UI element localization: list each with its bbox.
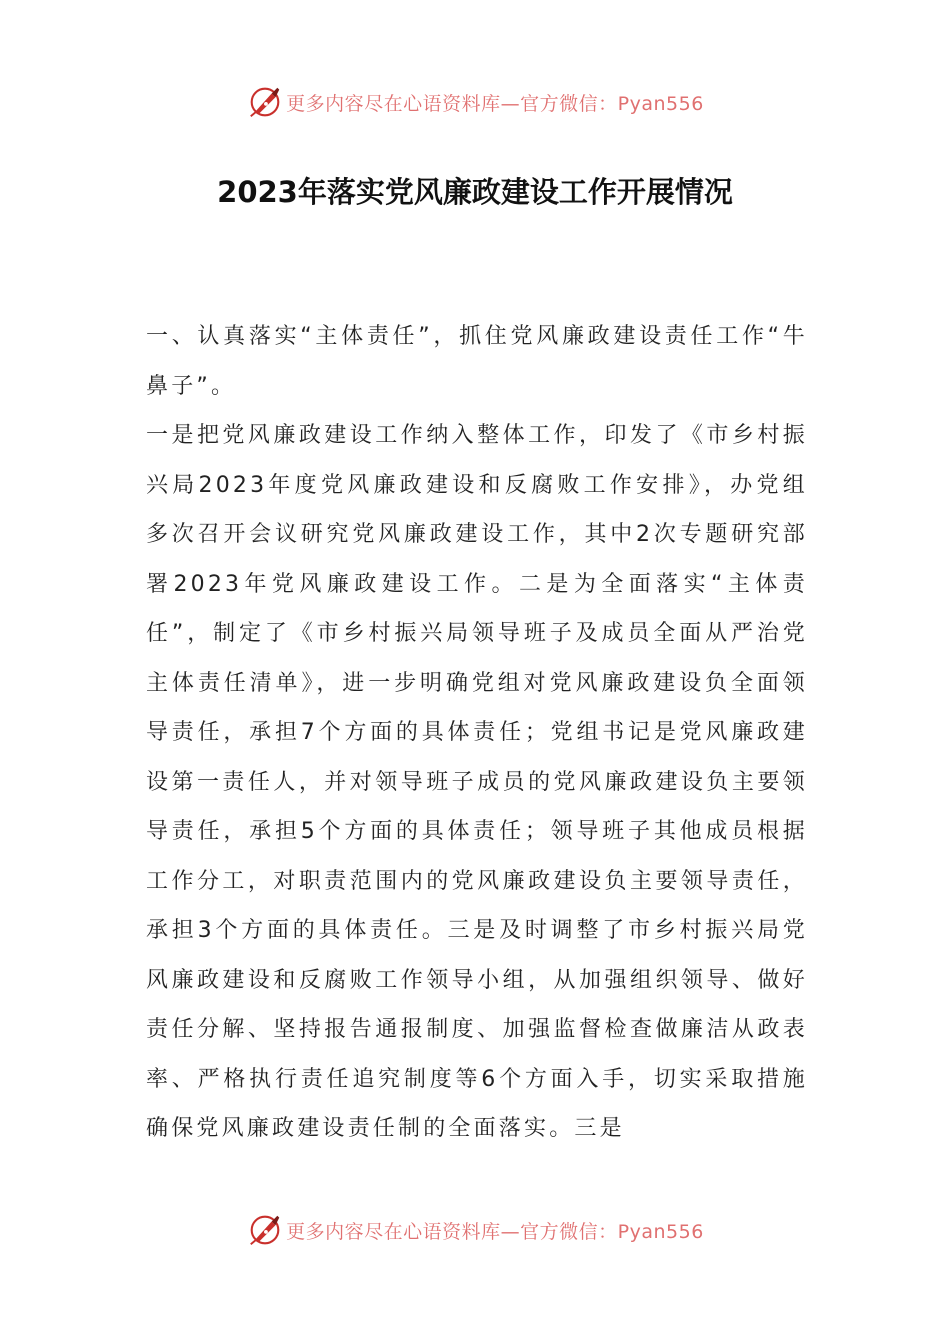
footer-watermark xyxy=(0,1210,950,1250)
section-heading: 一、认真落实“主体责任”，抓住党风廉政建设责任工作“牛鼻子”。 xyxy=(146,324,808,399)
document-title: 2023年落实党风廉政建设工作开展情况 xyxy=(217,175,733,209)
header-watermark xyxy=(0,82,950,122)
watermark-text: 更多内容尽在心语资料库—官方微信：Pyan556 xyxy=(286,92,704,115)
body-paragraph: 一是把党风廉政建设工作纳入整体工作，印发了《市乡村振兴局2023年度党风廉政建设和反腐败工作安排》，办党组多次召开会议研究党风廉政建设工作，其中2次专题研究部署2023年党风廉政建设工作。二是为全面落实“主体责任”，制定了《市乡村振兴局领导班子及成员全面从严治党主体责任清单》，进一步明确党组对党风廉政建设负全面领导责任，承担7个方面的具体责任；党组书记是党风廉政建设第一责任人，并对领导班子成员的党风廉政建设负主要领导责任，承担5个方面的具体责任；领导班子其他成员根据工作分工，对职责范围内的党风廉政建设负主要领导责任，承担3个方面的具体责任。三是及时调整了市乡村振兴局党风廉政建设和反腐败工作领导小组，从加强组织领导、做好责任分解、坚持报告通报制度、加强监督检查做廉洁从政表率、严格执行责任追究制度等6个方面入手，切实采取措施确保党风廉政建设责任制的全面落实。三是 xyxy=(146,423,808,1141)
pen-nib-logo-icon xyxy=(246,1211,284,1249)
watermark-text: 更多内容尽在心语资料库—官方微信：Pyan556 xyxy=(286,1220,704,1243)
pen-nib-logo-icon xyxy=(246,83,284,121)
